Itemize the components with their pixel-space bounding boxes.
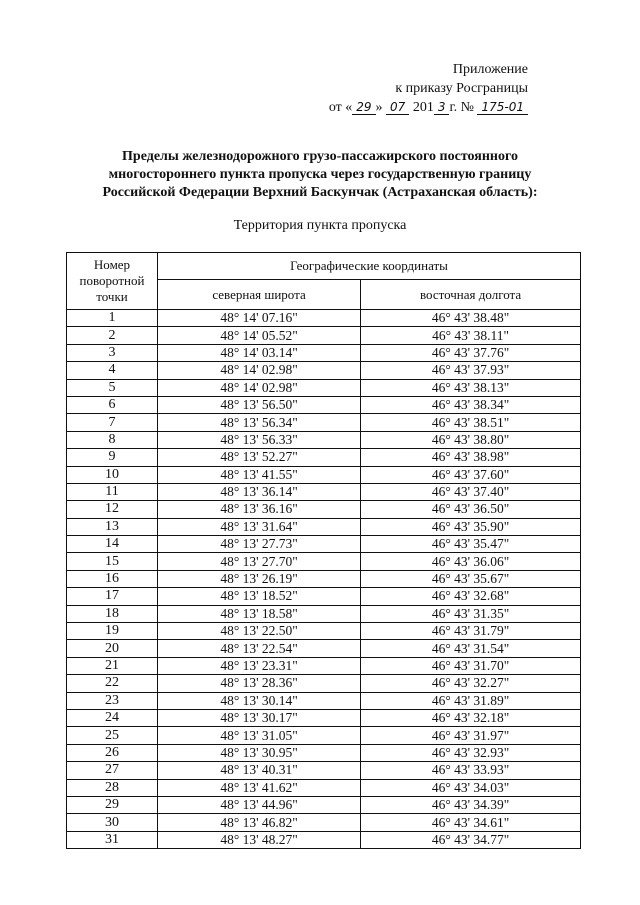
document-title	[60, 148, 580, 202]
point-number: 11	[67, 483, 158, 500]
table-row	[67, 501, 581, 518]
latitude-value: 48° 13' 18.58"	[158, 605, 361, 622]
point-number: 12	[67, 501, 158, 518]
point-number: 14	[67, 536, 158, 553]
table-row	[67, 466, 581, 483]
point-number: 21	[67, 657, 158, 674]
table-row	[67, 431, 581, 448]
handwritten-day: 29	[352, 100, 375, 115]
longitude-value: 46° 43' 38.13"	[361, 379, 581, 396]
section-subtitle: Территория пункта пропуска	[233, 218, 407, 233]
point-number: 18	[67, 605, 158, 622]
longitude-value: 46° 43' 31.35"	[361, 605, 581, 622]
latitude-value: 48° 13' 36.14"	[158, 483, 361, 500]
longitude-value: 46° 43' 38.34"	[361, 396, 581, 413]
point-number: 25	[67, 727, 158, 744]
latitude-value: 48° 13' 41.62"	[158, 779, 361, 796]
table-row	[67, 536, 581, 553]
latitude-value: 48° 13' 23.31"	[158, 657, 361, 674]
appendix-date-line: от « 29 » 07 201 3 г. № 175-01	[268, 98, 528, 117]
longitude-value: 46° 43' 37.60"	[361, 466, 581, 483]
latitude-value: 48° 13' 48.27"	[158, 831, 361, 848]
latitude-value: 48° 13' 56.50"	[158, 396, 361, 413]
table-row	[67, 779, 581, 796]
coordinates-table-body	[67, 310, 581, 849]
longitude-value: 46° 43' 31.79"	[361, 623, 581, 640]
latitude-value: 48° 13' 52.27"	[158, 449, 361, 466]
appendix-order-ref: к приказу Росграницы	[395, 81, 528, 96]
longitude-value: 46° 43' 36.50"	[361, 501, 581, 518]
longitude-value: 46° 43' 36.06"	[361, 553, 581, 570]
longitude-value: 46° 43' 37.40"	[361, 483, 581, 500]
latitude-value: 48° 13' 30.14"	[158, 692, 361, 709]
point-number: 20	[67, 640, 158, 657]
point-number: 3	[67, 344, 158, 361]
header-latitude: северная широта	[158, 280, 361, 310]
longitude-value: 46° 43' 32.27"	[361, 675, 581, 692]
longitude-value: 46° 43' 35.90"	[361, 518, 581, 535]
table-row	[67, 640, 581, 657]
table-row	[67, 623, 581, 640]
table-row	[67, 379, 581, 396]
longitude-value: 46° 43' 34.77"	[361, 831, 581, 848]
latitude-value: 48° 13' 22.54"	[158, 640, 361, 657]
table-row	[67, 362, 581, 379]
point-number: 2	[67, 327, 158, 344]
latitude-value: 48° 14' 02.98"	[158, 362, 361, 379]
longitude-value: 46° 43' 35.47"	[361, 536, 581, 553]
table-row	[67, 414, 581, 431]
longitude-value: 46° 43' 34.61"	[361, 814, 581, 831]
table-row	[67, 796, 581, 813]
longitude-value: 46° 43' 32.18"	[361, 709, 581, 726]
table-row	[67, 744, 581, 761]
latitude-value: 48° 13' 41.55"	[158, 466, 361, 483]
table-row	[67, 396, 581, 413]
point-number: 19	[67, 623, 158, 640]
latitude-value: 48° 13' 30.17"	[158, 709, 361, 726]
latitude-value: 48° 13' 18.52"	[158, 588, 361, 605]
latitude-value: 48° 13' 40.31"	[158, 762, 361, 779]
table-row	[67, 709, 581, 726]
point-number: 24	[67, 709, 158, 726]
latitude-value: 48° 14' 02.98"	[158, 379, 361, 396]
latitude-value: 48° 13' 28.36"	[158, 675, 361, 692]
longitude-value: 46° 43' 38.48"	[361, 310, 581, 327]
longitude-value: 46° 43' 38.11"	[361, 327, 581, 344]
title-line: многостороннего пункта пропуска через государственную границу	[108, 167, 532, 182]
table-row	[67, 570, 581, 587]
title-line: Российской Федерации Верхний Баскунчак (Астраханская область):	[102, 185, 538, 200]
latitude-value: 48° 13' 56.33"	[158, 431, 361, 448]
point-number: 26	[67, 744, 158, 761]
table-row	[67, 518, 581, 535]
point-number: 31	[67, 831, 158, 848]
header-point-number: Номер поворотной точки	[67, 253, 158, 310]
latitude-value: 48° 13' 30.95"	[158, 744, 361, 761]
point-number: 7	[67, 414, 158, 431]
point-number: 8	[67, 431, 158, 448]
point-number: 30	[67, 814, 158, 831]
handwritten-order-number: 175-01	[477, 100, 528, 115]
latitude-value: 48° 13' 36.16"	[158, 501, 361, 518]
longitude-value: 46° 43' 38.80"	[361, 431, 581, 448]
table-row	[67, 675, 581, 692]
longitude-value: 46° 43' 33.93"	[361, 762, 581, 779]
table-row	[67, 327, 581, 344]
table-row	[67, 605, 581, 622]
title-line: Пределы железнодорожного грузо-пассажирского постоянного	[122, 149, 518, 164]
point-number: 1	[67, 310, 158, 327]
latitude-value: 48° 13' 56.34"	[158, 414, 361, 431]
table-row	[67, 588, 581, 605]
longitude-value: 46° 43' 38.51"	[361, 414, 581, 431]
latitude-value: 48° 13' 22.50"	[158, 623, 361, 640]
latitude-value: 48° 14' 07.16"	[158, 310, 361, 327]
latitude-value: 48° 13' 31.64"	[158, 518, 361, 535]
table-row	[67, 692, 581, 709]
latitude-value: 48° 13' 46.82"	[158, 814, 361, 831]
latitude-value: 48° 13' 31.05"	[158, 727, 361, 744]
longitude-value: 46° 43' 31.70"	[361, 657, 581, 674]
longitude-value: 46° 43' 37.93"	[361, 362, 581, 379]
longitude-value: 46° 43' 35.67"	[361, 570, 581, 587]
latitude-value: 48° 13' 27.73"	[158, 536, 361, 553]
longitude-value: 46° 43' 37.76"	[361, 344, 581, 361]
handwritten-year-digit: 3	[434, 100, 450, 115]
table-row	[67, 483, 581, 500]
point-number: 15	[67, 553, 158, 570]
handwritten-month: 07	[386, 100, 409, 115]
table-row	[67, 449, 581, 466]
table-row	[67, 727, 581, 744]
point-number: 13	[67, 518, 158, 535]
longitude-value: 46° 43' 31.97"	[361, 727, 581, 744]
table-row	[67, 814, 581, 831]
table-row	[67, 831, 581, 848]
longitude-value: 46° 43' 34.39"	[361, 796, 581, 813]
longitude-value: 46° 43' 38.98"	[361, 449, 581, 466]
longitude-value: 46° 43' 32.93"	[361, 744, 581, 761]
latitude-value: 48° 13' 44.96"	[158, 796, 361, 813]
latitude-value: 48° 13' 26.19"	[158, 570, 361, 587]
point-number: 28	[67, 779, 158, 796]
table-row	[67, 344, 581, 361]
point-number: 4	[67, 362, 158, 379]
header-longitude: восточная долгота	[361, 280, 581, 310]
longitude-value: 46° 43' 34.03"	[361, 779, 581, 796]
latitude-value: 48° 13' 27.70"	[158, 553, 361, 570]
point-number: 17	[67, 588, 158, 605]
longitude-value: 46° 43' 32.68"	[361, 588, 581, 605]
point-number: 16	[67, 570, 158, 587]
coordinates-table	[66, 252, 581, 849]
longitude-value: 46° 43' 31.54"	[361, 640, 581, 657]
latitude-value: 48° 14' 05.52"	[158, 327, 361, 344]
point-number: 27	[67, 762, 158, 779]
point-number: 10	[67, 466, 158, 483]
appendix-header	[268, 60, 528, 117]
table-row	[67, 657, 581, 674]
point-number: 9	[67, 449, 158, 466]
point-number: 23	[67, 692, 158, 709]
table-row	[67, 762, 581, 779]
header-geographic-coordinates: Географические координаты	[158, 253, 581, 280]
table-row	[67, 553, 581, 570]
longitude-value: 46° 43' 31.89"	[361, 692, 581, 709]
point-number: 6	[67, 396, 158, 413]
latitude-value: 48° 14' 03.14"	[158, 344, 361, 361]
point-number: 29	[67, 796, 158, 813]
table-row	[67, 310, 581, 327]
point-number: 5	[67, 379, 158, 396]
point-number: 22	[67, 675, 158, 692]
appendix-title: Приложение	[452, 62, 528, 77]
